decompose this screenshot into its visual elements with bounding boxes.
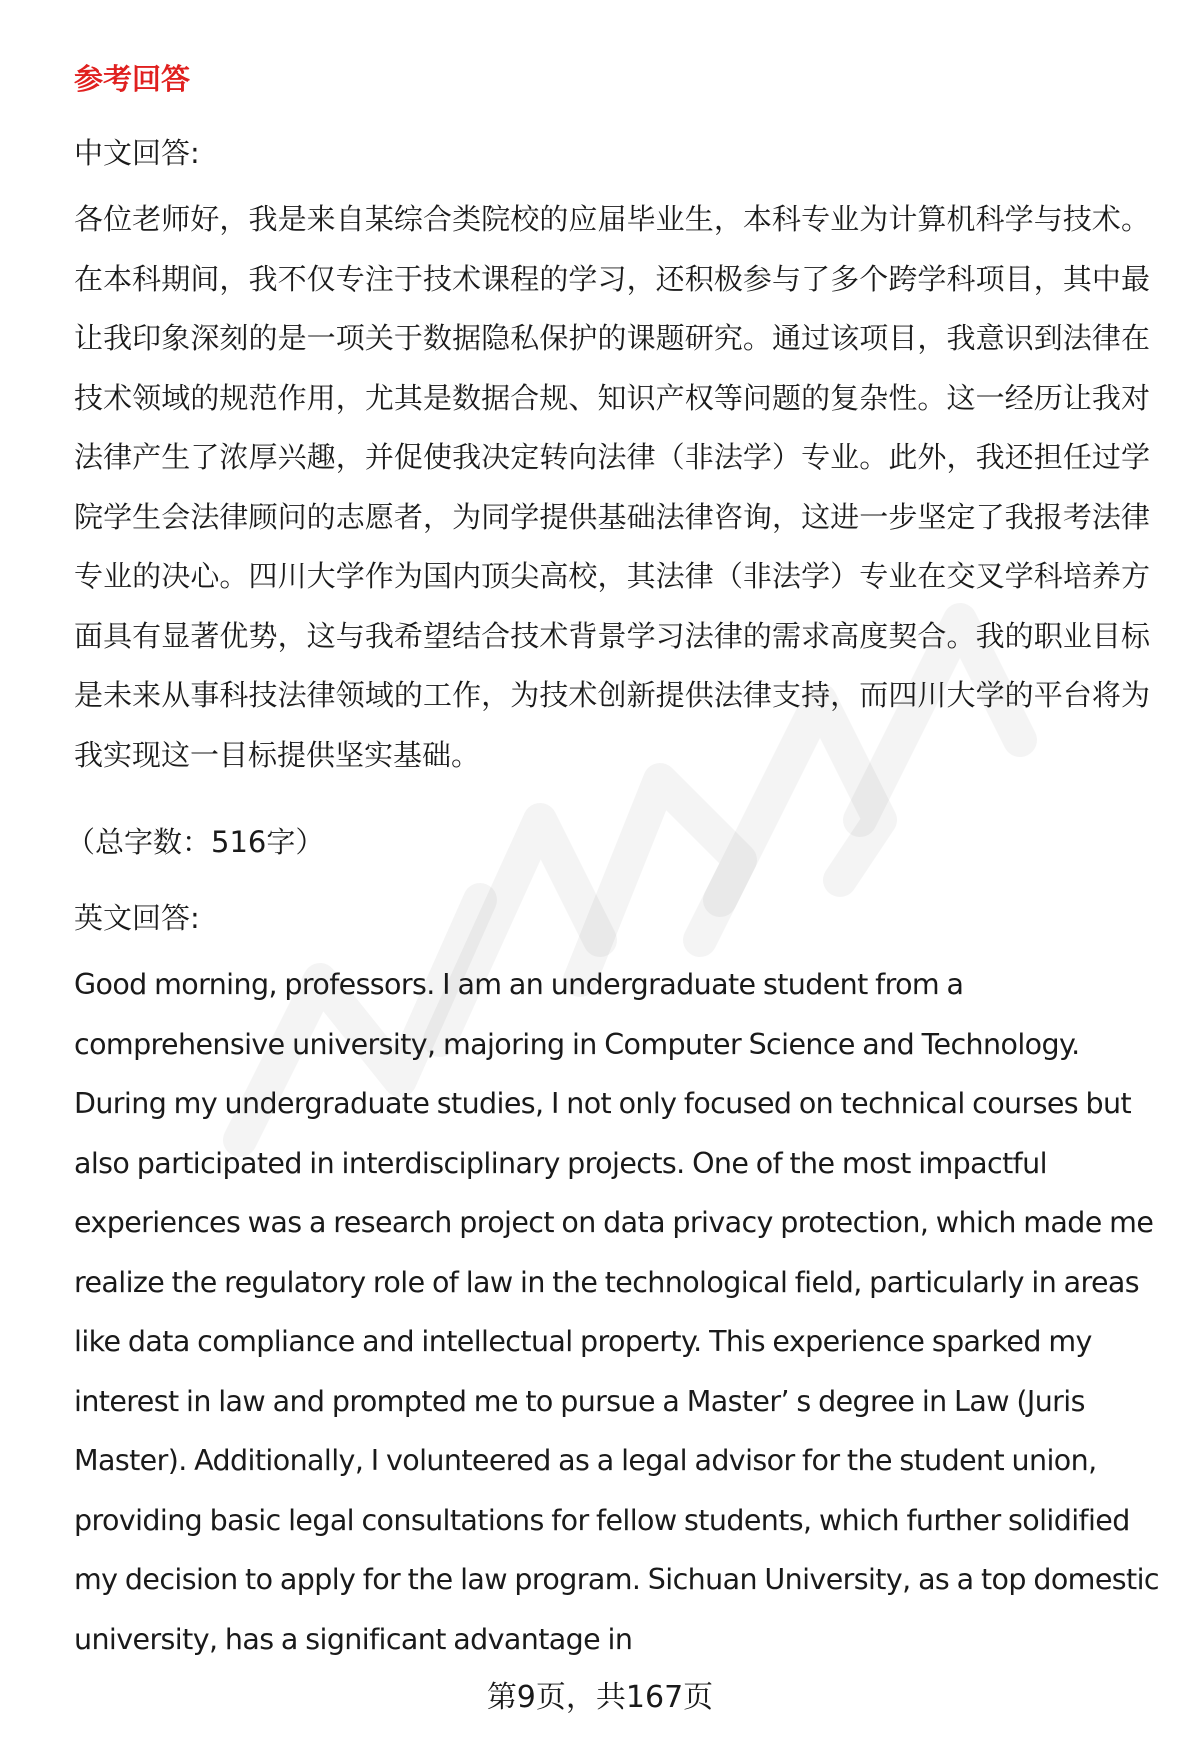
chinese-answer-label: 中文回答: — [74, 136, 200, 170]
section-heading: 参考回答 — [74, 62, 191, 96]
chinese-answer-body: 各位老师好，我是来自某综合类院校的应届毕业生，本科专业为计算机科学与技术。在本科期间，我不仅专注于技术课程的学习，还积极参与了多个跨学科项目，其中最让我印象深刻的是一项关于数据隐私保护的课题研究。通过该项目，我意识到法律在技术领域的规范作用，尤其是数据合规、知识产权等问题的复杂性。这一经历让我对法律产生了浓厚兴趣，并促使我决定转向法律（非法学）专业。此外，我还担任过学院学生会法律顾问的志愿者，为同学提供基础法律咨询，这进一步坚定了我报考法律专业的决心。四川大学作为国内顶尖高校，其法律（非法学）专业在交叉学科培养方面具有显著优势，这与我希望结合技术背景学习法律的需求高度契合。我的职业目标是未来从事科技法律领域的工作，为技术创新提供法律支持，而四川大学的平台将为我实现这一目标提供坚实基础。 — [74, 202, 1150, 772]
word-count: （总字数：516字） — [66, 825, 325, 859]
document-page — [66, 56, 1159, 1669]
english-answer-body: Good morning, professors. I am an undergraduate student from a comprehensive university, majoring in Computer Science and Technology. During my undergraduate studies, I not only focused on technical courses but also participated in interdisciplinary projects. One of the most impactful experiences was a research project on data privacy protection, which made me realize the regulatory role of law in the technological field, particularly in areas like data compliance and intellectual property. This experience sparked my interest in law and prompted me to pursue a Master’ s degree in Law (Juris Master). Additionally, I volunteered as a legal advisor for the student union, providing basic legal consultations for fellow students, which further solidified my decision to apply for the law program. Sichuan University, as a top domestic university, has a significant advantage in — [74, 968, 1159, 1656]
page-number: 第9页，共167页 — [486, 1680, 714, 1715]
english-answer-label: 英文回答: — [74, 901, 200, 935]
